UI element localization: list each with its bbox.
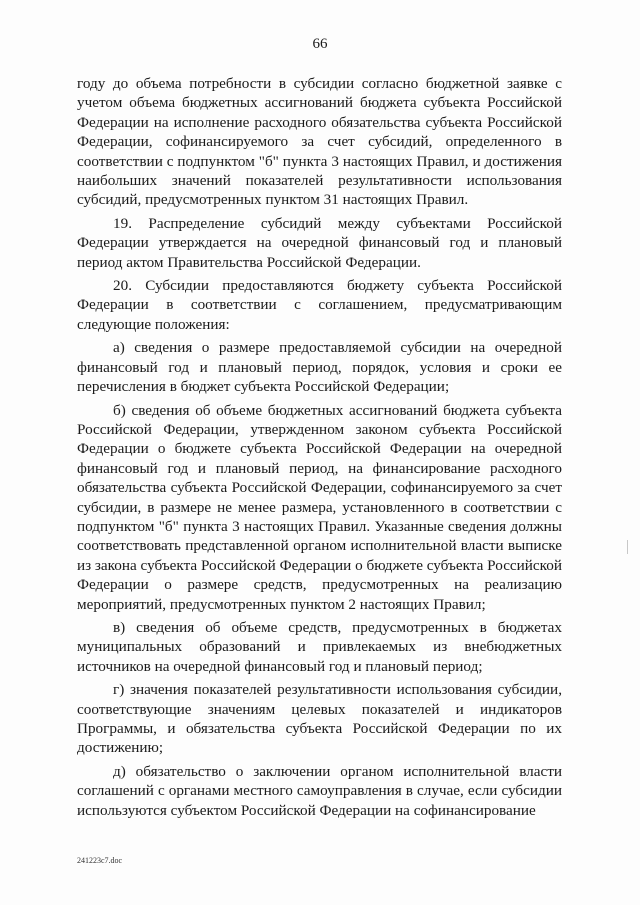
paragraph-item-20: 20. Субсидии предоставляются бюджету субъекта Российской Федерации в соответствии с соглашением, предусматривающим следующие положения: bbox=[77, 277, 562, 333]
footer-file-code: 241223c7.doc bbox=[77, 856, 123, 865]
paragraph-subitem-a: а) сведения о размере предоставляемой субсидии на очередной финансовый год и плановый период, порядок, условия и сроки ее перечисления в бюджет субъекта Российской Федерации; bbox=[77, 339, 562, 396]
scan-artifact bbox=[627, 540, 628, 554]
paragraph-continuation: году до объема потребности в субсидии согласно бюджетной заявке с учетом объема бюджетных ассигнований бюджета субъекта Российской Федерации на исполнение расходного обязательства субъекта Российской Федерации, софинансируемого за счет субсидий, определенного в соответствии с подпунктом "б" пункта 3 настоящих Правил, и достижения наибольших значений показателей результативности использования субсидий, предусмотренных пунктом 31 настоящих Правил. bbox=[77, 75, 562, 209]
paragraph-item-19: 19. Распределение субсидий между субъектами Российской Федерации утверждается на очередной финансовый год и плановый период актом Правительства Российской Федерации. bbox=[77, 214, 562, 271]
paragraph-subitem-g: г) значения показателей результативности использования субсидии, соответствующие значениям целевых показателей и индикаторов Программы, и обязательства субъекта Российской Федерации по их достижению; bbox=[77, 681, 562, 757]
document-body bbox=[77, 74, 562, 824]
page-number: 66 bbox=[312, 36, 328, 52]
paragraph-subitem-b: б) сведения об объеме бюджетных ассигнований бюджета субъекта Российской Федерации, утвержденном законом субъекта Российской Федерации о бюджете субъекта Российской Федерации на очередной финансовый год и плановый период, на финансирование расходного обязательства субъекта Российской Федерации, софинансируемого за счет субсидии, в размере не менее размера, установленного в соответствии с подпунктом "б" пункта 3 настоящих Правил. Указанные сведения должны соответствовать представленной органом исполнительной власти выписке из закона субъекта Российской Федерации о бюджете субъекта Российской Федерации о размере средств, предусмотренных на реализацию мероприятий, предусмотренных пунктом 2 настоящих Правил; bbox=[77, 401, 563, 613]
paragraph-subitem-d: д) обязательство о заключении органом исполнительной власти соглашений с органами местного самоуправления в случае, если субсидии используются субъектом Российской Федерации на софинансирование bbox=[77, 762, 562, 819]
paragraph-subitem-v: в) сведения об объеме средств, предусмотренных в бюджетах муниципальных образований и привлекаемых из внебюджетных источников на очередной финансовый год и плановый период; bbox=[77, 618, 562, 675]
